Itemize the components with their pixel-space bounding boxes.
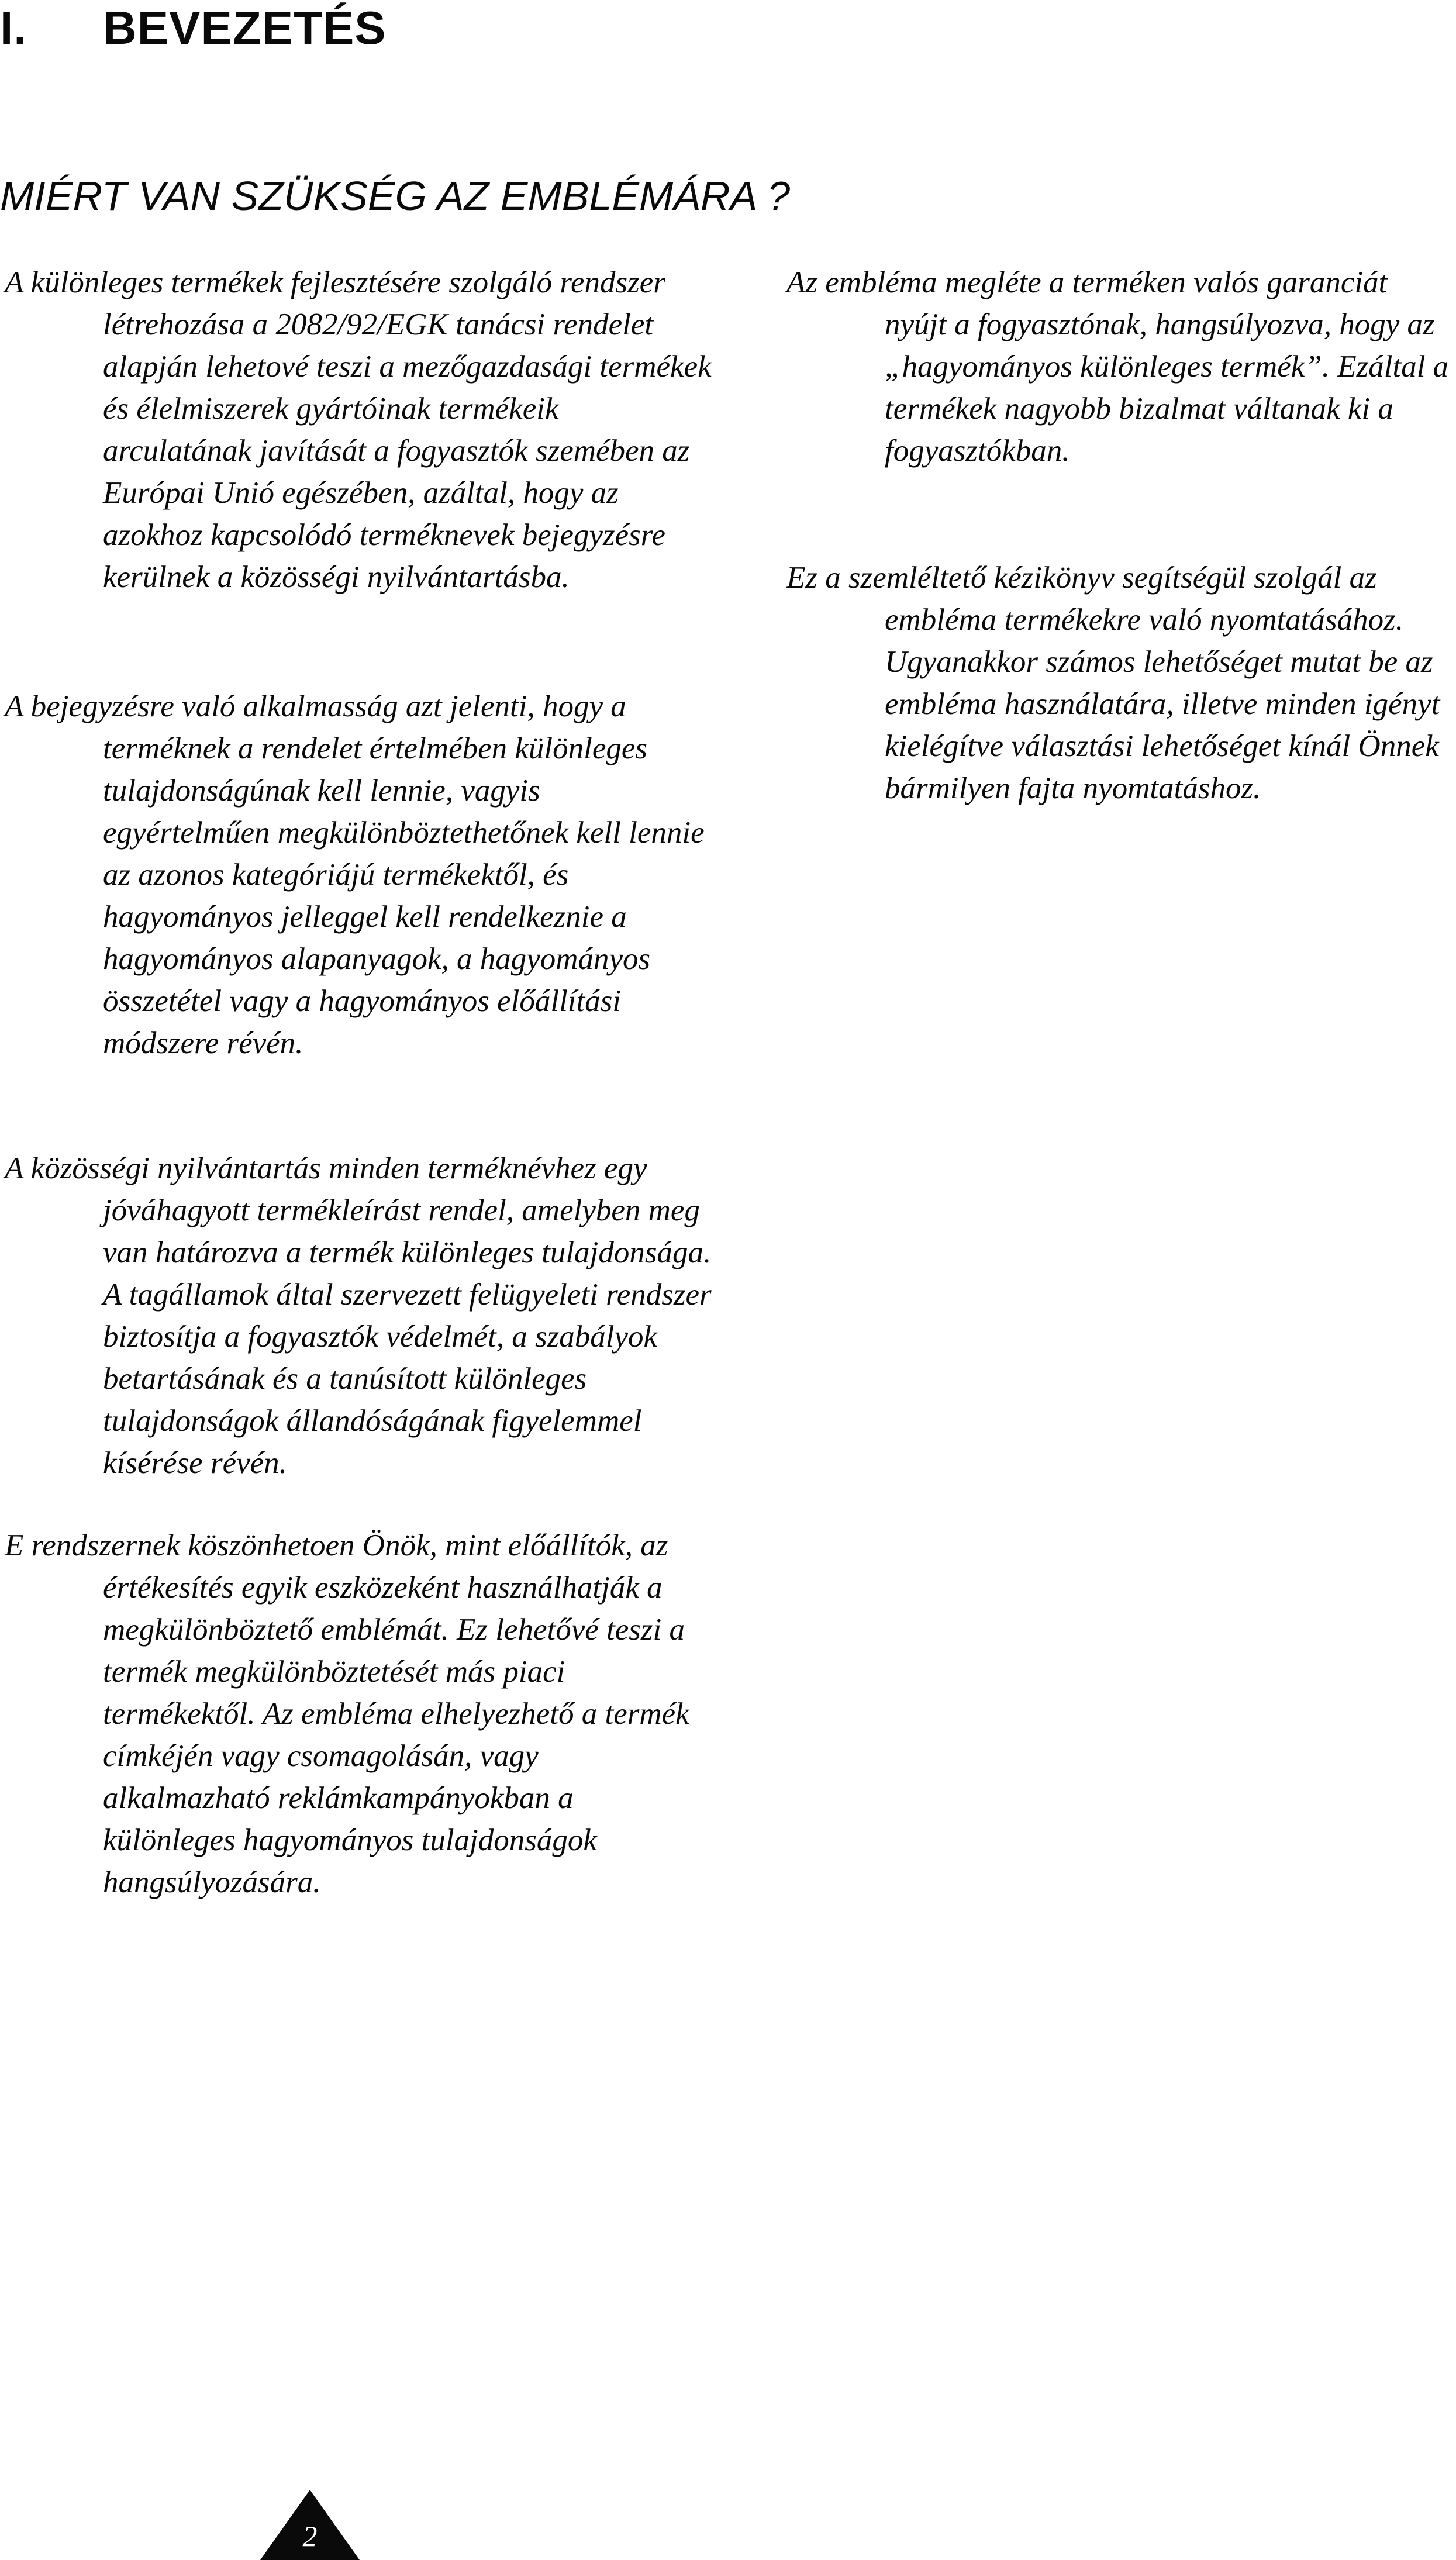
- section-heading: MIÉRT VAN SZÜKSÉG AZ EMBLÉMÁRA ?: [0, 173, 791, 219]
- chapter-heading: [0, 2, 387, 54]
- chapter-title: BEVEZETÉS: [103, 2, 387, 54]
- body-paragraph: Az embléma megléte a terméken valós garanciát nyújt a fogyasztónak, hangsúlyozva, hogy az „hagyományos különleges termék”. Ezáltal a termékek nagyobb bizalmat váltanak ki a fogyasztókban.: [786, 265, 1449, 468]
- body-paragraph: A bejegyzésre való alkalmasság azt jelenti, hogy a terméknek a rendelet értelmében különleges tulajdonságúnak kell lennie, vagyis egyértelműen megkülönböztethetőnek kell lennie az azonos kategóriájú termékektől, és hagyományos jelleggel kell rendelkeznie a hagyományos alapanyagok, a hagyományos összetétel vagy a hagyományos előállítási módszere révén.: [5, 689, 705, 1060]
- page-number: 2: [302, 2520, 318, 2552]
- body-paragraph: A közösségi nyilvántartás minden terméknévhez egy jóváhagyott termékleírást rendel, amelyben meg van határozva a termék különleges tulajdonsága. A tagállamok által szervezett felügyeleti rendszer biztosítja a fogyasztók védelmét, a szabályok betartásának és a tanúsított különleges tulajdonságok állandóságának figyelemmel kísérése révén.: [5, 1151, 712, 1480]
- body-paragraph: Ez a szemléltető kézikönyv segítségül szolgál az embléma termékekre való nyomtatásához. Ugyanakkor számos lehetőséget mutat be az embléma használatára, illetve minden igényt kielégítve választási lehetőséget kínál Önnek bármilyen fajta nyomtatáshoz.: [786, 561, 1440, 805]
- chapter-number: I.: [0, 2, 27, 54]
- body-paragraph: E rendszernek köszönhetoen Önök, mint előállítók, az értékesítés egyik eszközeként használhatják a megkülönböztető emblémát. Ez lehetővé teszi a termék megkülönböztetését más piaci termékektől. Az embléma elhelyezhető a termék címkéjén vagy csomagolásán, vagy alkalmazható reklámkampányokban a különleges hagyományos tulajdonságok hangsúlyozására.: [5, 1529, 689, 1899]
- page-number-marker: [260, 2490, 360, 2560]
- body-paragraph: A különleges termékek fejlesztésére szolgáló rendszer létrehozása a 2082/92/EGK tanácsi rendelet alapján lehetové teszi a mezőgazdasági termékek és élelmiszerek gyártóinak termékeik arculatának javítását a fogyasztók szemében az Európai Unió egészében, azáltal, hogy az azokhoz kapcsolódó terméknevek bejegyzésre kerülnek a közösségi nyilvántartásba.: [5, 265, 712, 594]
